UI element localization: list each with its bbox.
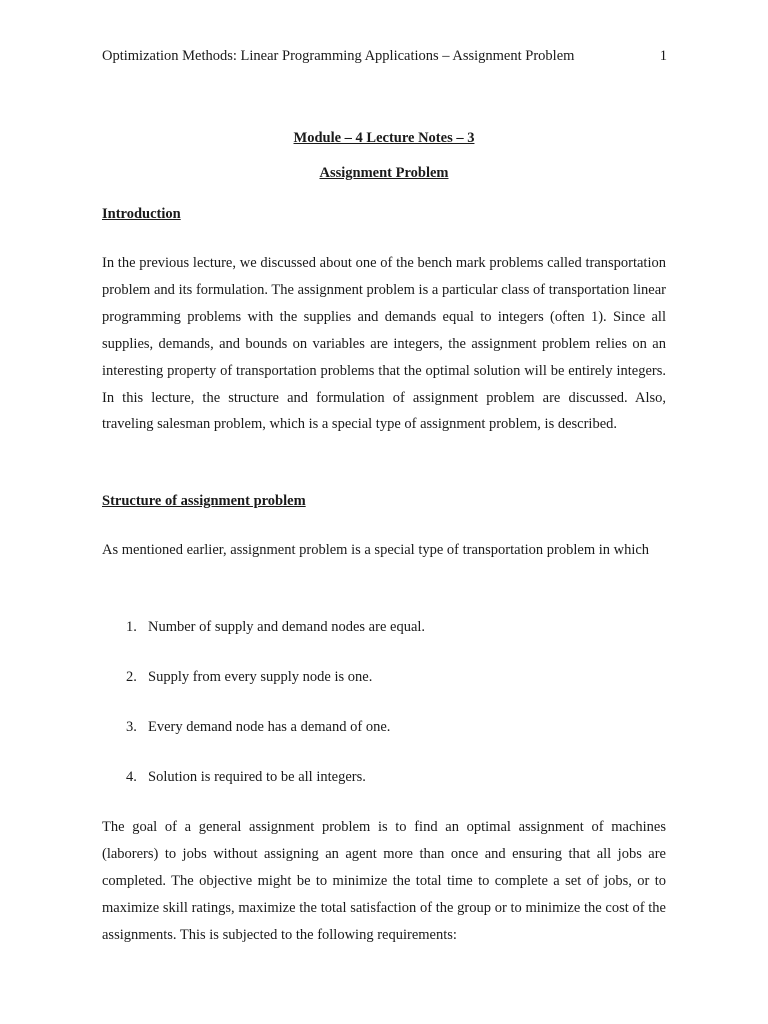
introduction-heading: Introduction (102, 206, 181, 222)
list-item (126, 717, 390, 737)
running-header (102, 46, 667, 66)
goal-paragraph: The goal of a general assignment problem is to find an optimal assignment of machines (laborers) to jobs without assigning an agent more than once and ensuring that all jobs are completed. The objective might be to minimize the total time to complete a set of jobs, or to maximize skill ratings, maximize the total satisfaction of the group or to minimize the cost of the assignments. This is subjected to the following requirements: (102, 819, 666, 943)
structure-heading: Structure of assignment problem (102, 493, 306, 509)
list-number: 1. (126, 619, 137, 635)
running-title: Optimization Methods: Linear Programming Applications – Assignment Problem (102, 48, 575, 64)
page-number: 1 (659, 48, 667, 64)
introduction-paragraph: In the previous lecture, we discussed about one of the bench mark problems called transportation problem and its formulation. The assignment problem is a particular class of transportation linear programming problems with the supplies and demands equal to integers (often 1). Since all supplies, demands, and bounds on variables are integers, the assignment problem relies on an interesting property of transportation problems that the optimal solution will be entirely integers. In this lecture, the structure and formulation of assignment problem are discussed. Also, traveling salesman problem, which is a special type of assignment problem, is described. (102, 255, 666, 433)
list-number: 4. (126, 769, 137, 785)
topic-title: Assignment Problem (319, 165, 449, 181)
list-text: Supply from every supply node is one. (148, 669, 373, 685)
list-number: 2. (126, 669, 137, 685)
list-item (126, 667, 372, 687)
list-number: 3. (126, 719, 137, 735)
module-title: Module – 4 Lecture Notes – 3 (293, 130, 475, 146)
list-text: Number of supply and demand nodes are equal. (148, 619, 426, 635)
list-text: Solution is required to be all integers. (148, 769, 366, 785)
list-text: Every demand node has a demand of one. (148, 719, 391, 735)
structure-intro-paragraph: As mentioned earlier, assignment problem is a special type of transportation problem in which (102, 542, 650, 558)
list-item (126, 617, 425, 637)
list-item (126, 767, 366, 787)
